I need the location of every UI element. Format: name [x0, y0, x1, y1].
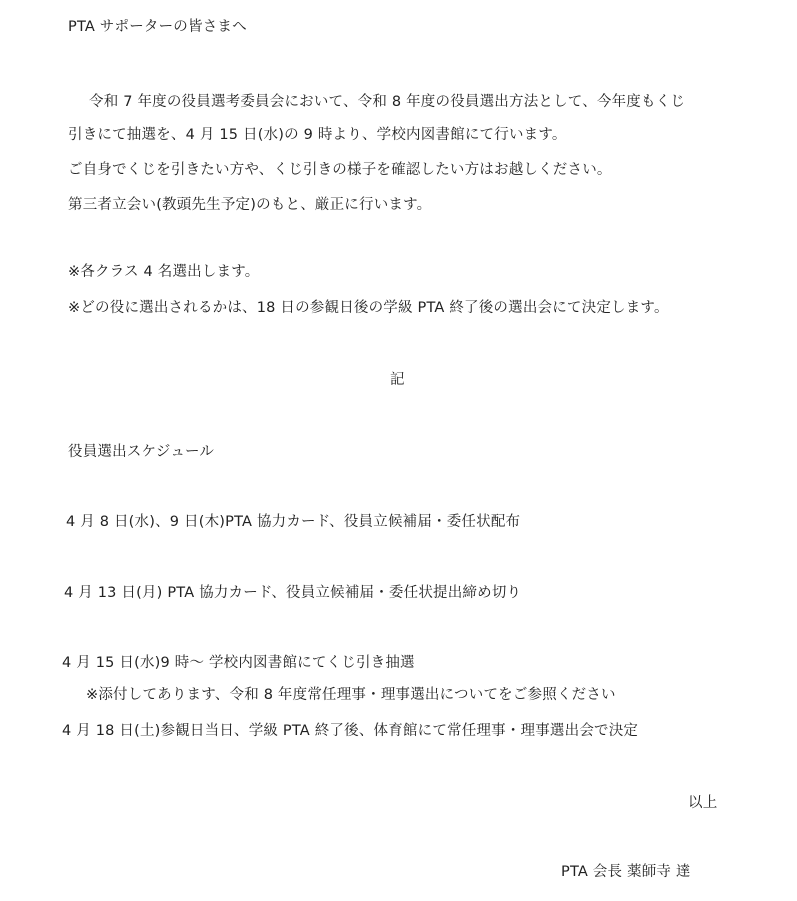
schedule-item: 4 月 8 日(水)、9 日(木)PTA 協力カード、役員立候補届・委任状配布 [66, 514, 521, 530]
schedule-note: ※添付してあります、令和 8 年度常任理事・理事選出についてをご参照ください [86, 687, 616, 703]
note-line: ※各クラス 4 名選出します。 [68, 264, 260, 280]
intro-line: 令和 7 年度の役員選考委員会において、令和 8 年度の役員選出方法として、今年度もくじ [89, 94, 686, 110]
schedule-title: 役員選出スケジュール [68, 444, 215, 460]
closing: 以上 [688, 795, 718, 811]
note-line: ※どの役に選出されるかは、18 日の参観日後の学級 PTA 終了後の選出会にて決定します。 [68, 300, 669, 316]
schedule-item: 4 月 18 日(土)参観日当日、学級 PTA 終了後、体育館にて常任理事・理事選出会で決定 [62, 723, 639, 739]
ki-heading: 記 [390, 372, 405, 388]
intro-line: 引きにて抽選を、4 月 15 日(水)の 9 時より、学校内図書館にて行います。 [68, 127, 567, 143]
salutation: PTA サポーターの皆さまへ [68, 19, 247, 35]
schedule-item: 4 月 13 日(月) PTA 協力カード、役員立候補届・委任状提出締め切り [64, 585, 522, 601]
schedule-item: 4 月 15 日(水)9 時～ 学校内図書館にてくじ引き抽選 [62, 655, 415, 671]
intro-line: ご自身でくじを引きたい方や、くじ引きの様子を確認したい方はお越しください。 [68, 162, 612, 178]
signature: PTA 会長 薬師寺 達 [561, 864, 691, 880]
intro-line: 第三者立会い(教頭先生予定)のもと、厳正に行います。 [68, 197, 432, 213]
